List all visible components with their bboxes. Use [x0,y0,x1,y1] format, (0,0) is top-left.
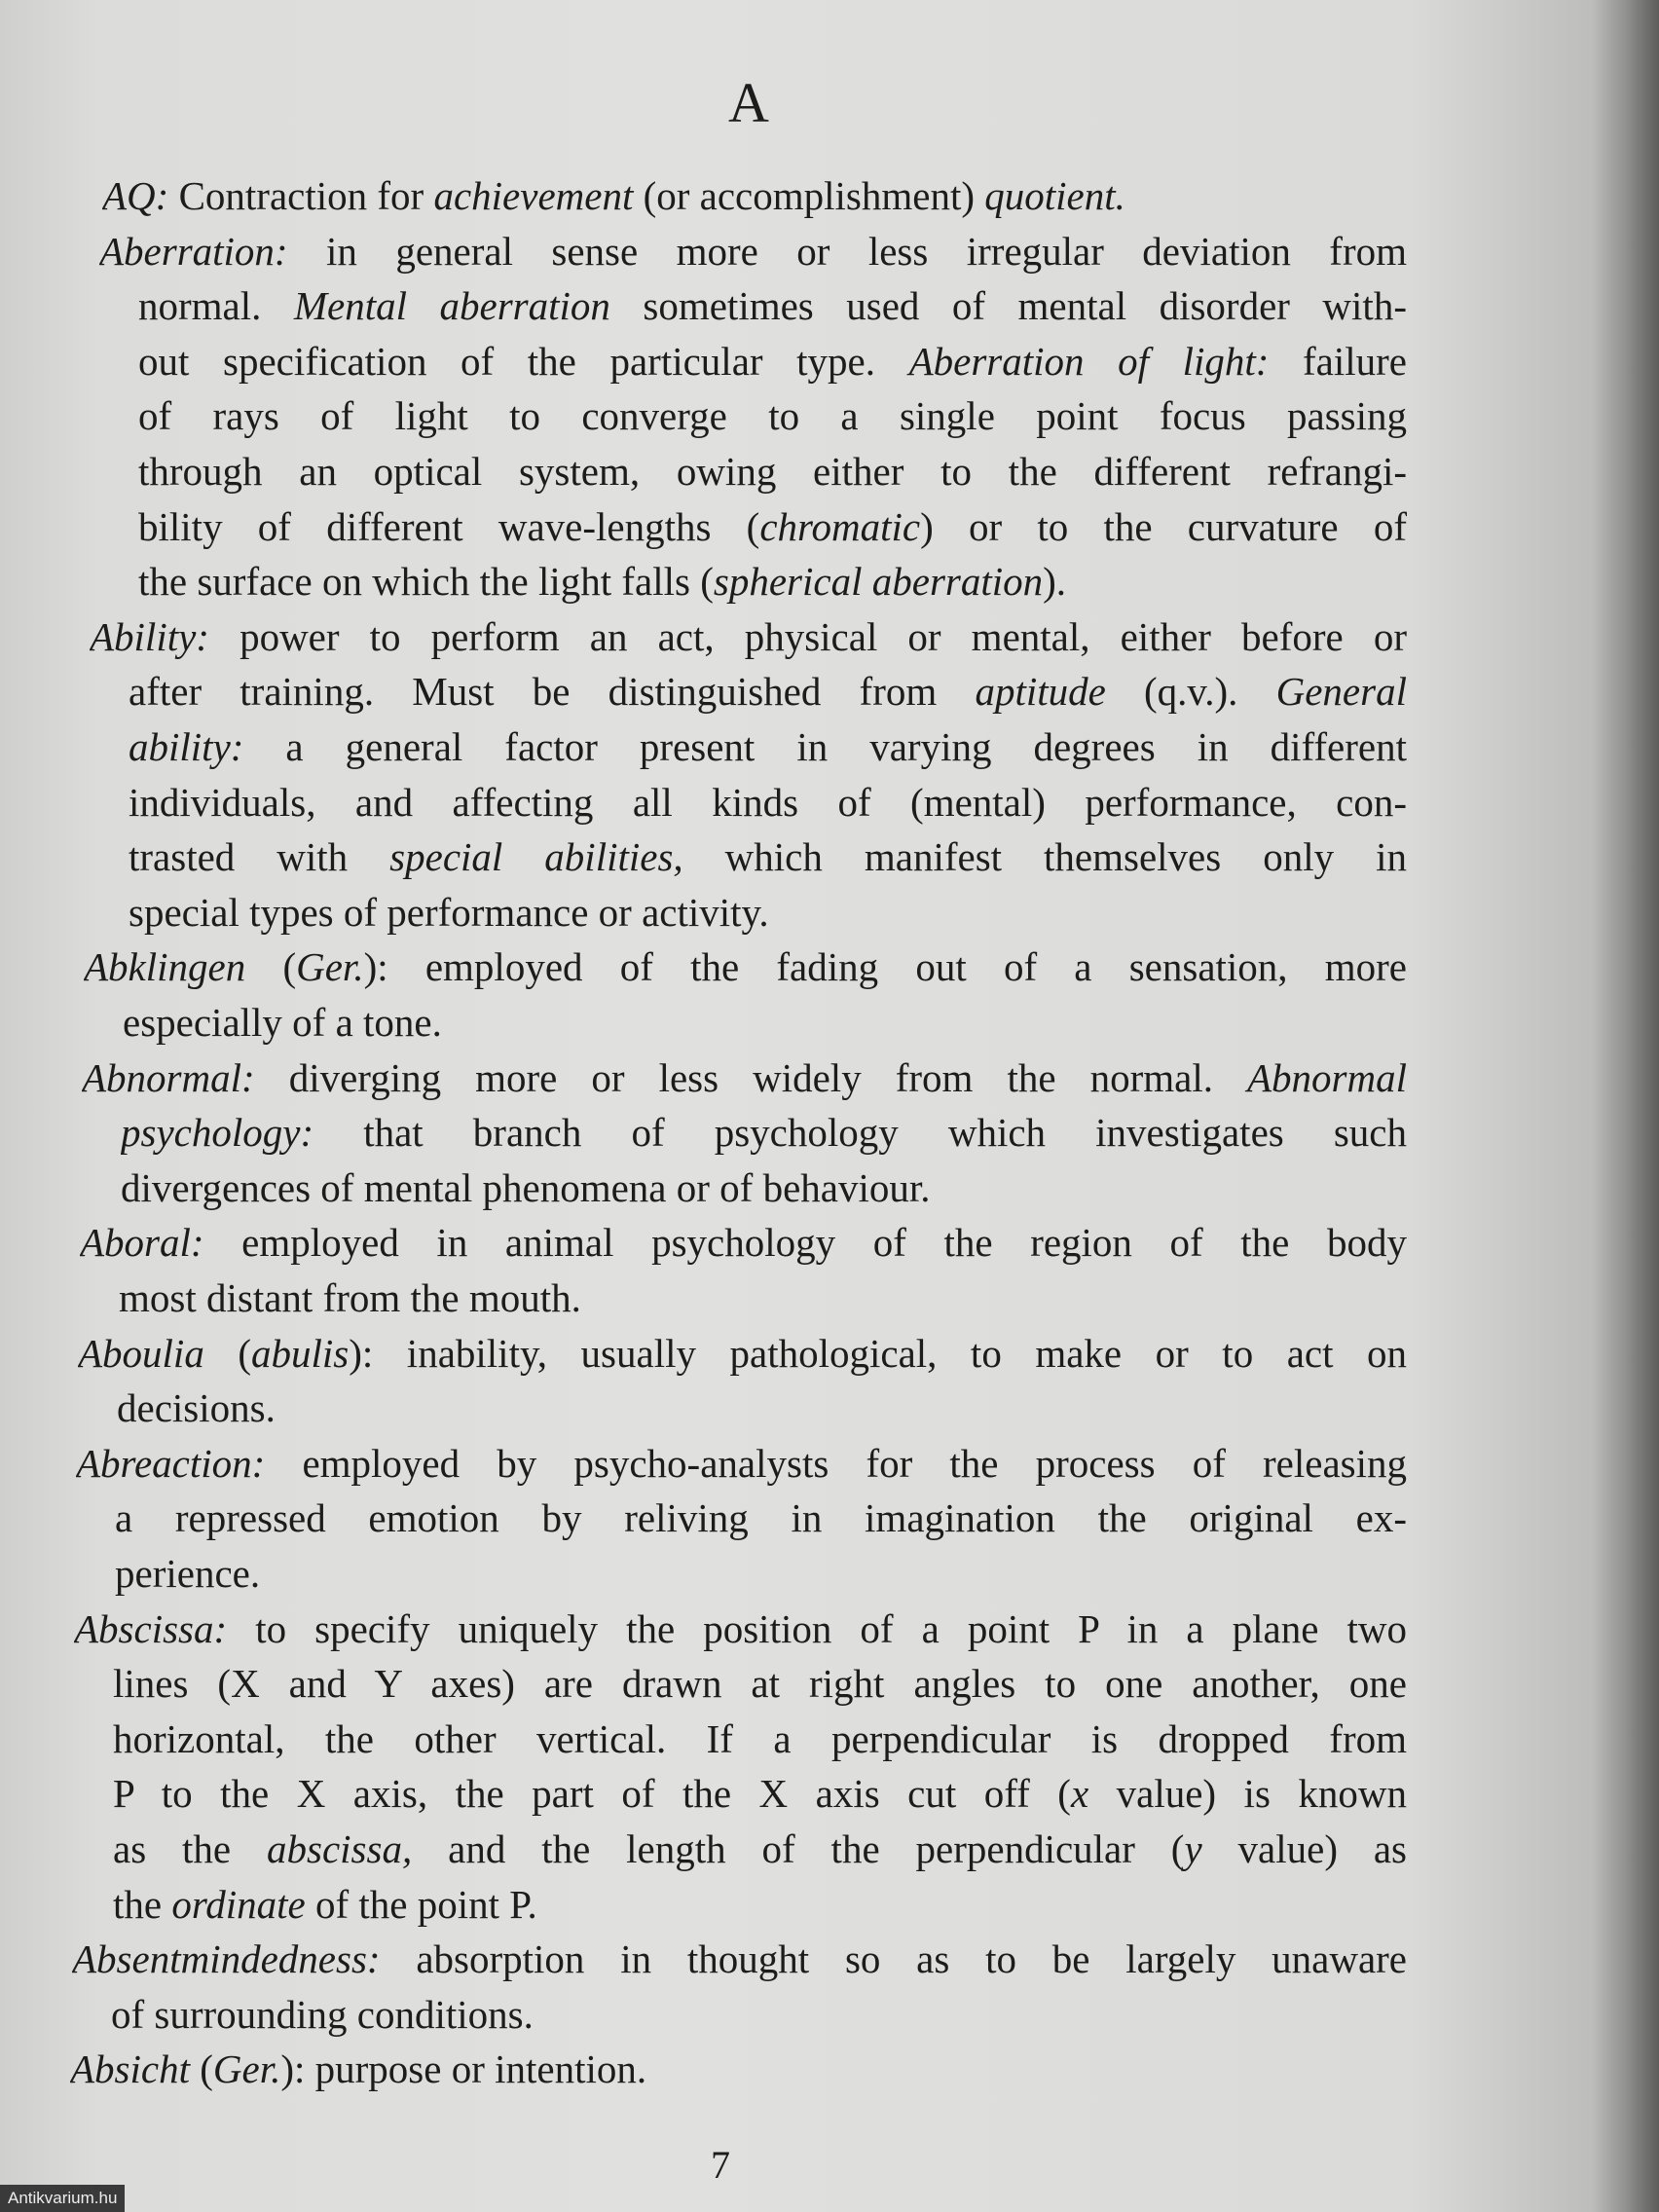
italic-term: quotient. [984,173,1125,218]
italic-term: abscissa, [267,1826,413,1871]
spine-shadow [1591,0,1659,2212]
entry-text-line [113,1879,1407,1930]
entry-text-line [113,1714,1407,1764]
text-run: normal. [138,283,294,329]
section-letter-heading: A [728,71,771,134]
entry-text-line [115,1493,1407,1543]
text-run: ): inability, usually pathological, to make or to act on [349,1330,1407,1376]
text-run: after training. Must be distinguished from [129,669,976,715]
text-run: most distant from the mouth. [119,1275,581,1320]
text-run: out specification of the particular type. [138,338,909,384]
text-run: divergences of mental phenomena or of behaviour. [121,1164,931,1210]
italic-term: Abnormal: [82,1054,255,1100]
text-run: a repressed emotion by reliving in imagination the original ex- [115,1495,1407,1541]
italic-term: General [1275,669,1407,715]
italic-term: y [1184,1826,1202,1871]
entry-text-line [113,1768,1407,1819]
entry-headword-line [82,1052,1407,1103]
text-run: as the [113,1826,268,1871]
italic-term: Aboral: [80,1220,204,1266]
text-run: horizontal, the other vertical. If a perpendicular is dropped from [113,1715,1407,1761]
text-run: P to the X axis, the part of the X axis cut off ( [113,1771,1071,1817]
entry-headword-line [74,1604,1407,1654]
italic-term: Mental aberration [293,283,610,329]
entry-text-line [123,997,1407,1048]
entry-text-line [113,1658,1407,1709]
entry-text-line [138,556,1407,607]
text-run: bility of different wave-lengths ( [138,503,760,549]
italic-term: achievement [433,173,634,218]
text-run: sometimes used of mental disorder with- [609,283,1407,329]
entry-headword-line [84,941,1407,992]
text-run: value) as [1201,1826,1407,1871]
entry-headword-line [99,226,1407,276]
italic-term: Ger. [296,944,364,990]
italic-term: special abilities, [389,834,683,880]
text-run: diverging more or less widely from the normal. [254,1054,1247,1100]
text-run: ): purpose or intention. [280,2046,647,2092]
entry-headword-line [78,1328,1407,1379]
entry-text-line [117,1382,1407,1433]
italic-term: ordinate [171,1881,306,1927]
entry-text-line [115,1548,1407,1599]
italic-term: Ability: [90,613,209,659]
entry-text-line [138,280,1407,331]
entry-text-line [129,666,1407,717]
text-run: employed by psycho-analysts for the process of releasing [265,1440,1407,1486]
italic-term: Abscissa: [74,1605,228,1651]
text-run: ( [245,944,297,990]
text-run: of surrounding conditions. [111,1991,534,2037]
text-run: lines (X and Y axes) are drawn at right angles to one another, one [113,1661,1407,1707]
text-run: through an optical system, owing either to the different refrangi- [138,449,1407,494]
italic-term: Aberration: [99,228,288,274]
text-run: decisions. [117,1385,276,1431]
text-run: the [113,1881,172,1927]
text-run: ( [203,1330,251,1376]
entry-text-line [129,887,1407,938]
italic-term: Aberration of light: [908,338,1270,384]
entry-headword-line [76,1438,1407,1489]
entry-text-line [121,1162,1407,1213]
italic-term: spherical aberration [713,559,1044,605]
text-run: perience. [115,1551,261,1596]
text-run: employed in animal psychology of the region of the body [203,1220,1407,1266]
entry-text-line [138,501,1407,552]
entry-text-line [138,390,1407,441]
entry-text-line [119,1272,1407,1323]
entry-headword-line [102,170,1407,221]
entry-text-line [129,831,1407,882]
text-run: Contraction for [168,173,434,218]
italic-term: Ger. [212,2046,281,2092]
text-run: value) is known [1088,1771,1407,1817]
text-run: power to perform an act, physical or mental, either before or [208,613,1407,659]
text-run: individuals, and affecting all kinds of (mental) performance, con- [129,779,1407,825]
text-run: ) or to the curvature of [920,503,1407,549]
italic-term: Absicht [70,2046,190,2092]
italic-term: Aboulia [78,1330,204,1376]
text-run: ): employed of the fading out of a sensation, more [363,944,1407,990]
text-run: in general sense more or less irregular deviation from [287,228,1407,274]
page-number: 7 [711,2143,730,2187]
text-run: special types of performance or activity. [129,889,769,935]
text-run: a general factor present in varying degrees in different [243,724,1407,769]
text-run: trasted with [129,834,390,880]
italic-term: aptitude [975,669,1106,715]
italic-term: psychology: [121,1110,314,1156]
italic-term: chromatic [759,503,921,549]
entry-text-line [138,336,1407,387]
text-run: especially of a tone. [123,1000,442,1045]
text-run: to specify uniquely the position of a point P in a plane two [227,1605,1407,1651]
text-run: ). [1043,559,1067,605]
text-run: and the length of the perpendicular ( [412,1826,1185,1871]
text-run: of rays of light to converge to a single point focus passing [138,393,1407,439]
entry-text-line [129,721,1407,772]
italic-term: Abreaction: [76,1440,266,1486]
text-run: failure [1269,338,1407,384]
italic-term: ability: [129,724,244,769]
text-run: the surface on which the light falls ( [138,559,714,605]
italic-term: Abnormal [1247,1054,1407,1100]
text-run: (or accomplishment) [633,173,985,218]
italic-term: x [1070,1771,1089,1817]
entry-text-line [121,1107,1407,1158]
italic-term: Absentmindedness: [72,1936,381,1982]
text-run: absorption in thought so as to be largely unaware [380,1936,1407,1982]
entry-text-line [138,446,1407,497]
text-run: that branch of psychology which investigates such [313,1110,1407,1156]
text-run: of the point P. [305,1881,537,1927]
text-run: which manifest themselves only in [682,834,1407,880]
italic-term: abulis [251,1330,350,1376]
entry-text-line [113,1824,1407,1874]
text-run: ( [189,2046,213,2092]
entry-headword-line [70,2044,1407,2094]
italic-term: Abklingen [84,944,246,990]
entry-headword-line [80,1217,1407,1268]
entry-text-line [111,1989,1407,2040]
watermark: Antikvarium.hu [0,2185,125,2212]
entry-headword-line [90,611,1407,662]
italic-term: AQ: [102,173,169,218]
entry-headword-line [72,1934,1407,1984]
text-run: (q.v.). [1105,669,1276,715]
entry-text-line [129,777,1407,828]
